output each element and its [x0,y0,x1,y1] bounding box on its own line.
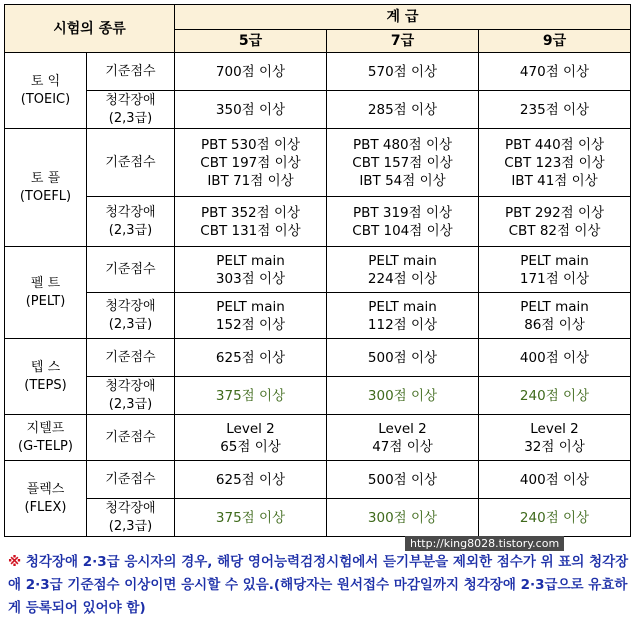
exam-code: (TOEIC) [20,91,71,107]
score-line: 375점 이상 [215,509,286,526]
exam-type-header: 시험의 종류 [5,5,175,53]
watermark-url: http://king8028.tistory.com [405,536,564,551]
score-line: PBT 352점 이상 [200,204,301,221]
score-cell [479,339,631,377]
score-line: PBT 440점 이상 [504,136,605,153]
score-line: 500점 이상 [367,471,438,488]
exam-name: 플렉스 [26,481,65,497]
score-line: 240점 이상 [519,509,590,526]
score-line: 500점 이상 [367,349,438,366]
score-line: 303점 이상 [215,270,286,287]
score-line: CBT 104점 이상 [352,222,453,239]
score-cell [175,461,327,499]
exam-name-cell [5,129,87,247]
score-cell [479,377,631,415]
exam-name-cell [5,339,87,415]
score-line: PBT 480점 이상 [352,136,453,153]
score-table [4,4,631,537]
score-line: 625점 이상 [215,471,286,488]
score-line: PELT main [368,298,437,315]
score-line: PELT main [368,252,437,269]
grade-5-header: 5급 [175,30,327,53]
note-mark: ※ [8,554,22,570]
criteria-label: 기준점수 [87,339,175,377]
score-cell [175,129,327,197]
score-cell [327,461,479,499]
grade-group-header: 계 급 [175,5,631,30]
score-line: PBT 530점 이상 [200,136,301,153]
score-cell [479,461,631,499]
score-cell [175,499,327,537]
score-line: 65점 이상 [220,438,281,455]
score-line: 240점 이상 [519,387,590,404]
score-cell [479,91,631,129]
criteria-label: 청각장애 (2,3급) [87,499,175,537]
score-line: 470점 이상 [519,63,590,80]
score-cell [479,53,631,91]
criteria-label: 기준점수 [87,53,175,91]
score-cell [327,53,479,91]
score-cell [479,247,631,293]
table-row [5,53,631,91]
score-line: CBT 123점 이상 [504,154,605,171]
exam-code: (FLEX) [24,499,67,515]
score-line: 625점 이상 [215,349,286,366]
score-cell [327,339,479,377]
table-row [5,339,631,377]
exam-code: (TEPS) [24,377,67,393]
score-line: PELT main [216,252,285,269]
score-cell [175,53,327,91]
score-line: CBT 131점 이상 [200,222,301,239]
criteria-label: 청각장애 (2,3급) [87,377,175,415]
score-line: 350점 이상 [215,101,286,118]
table-row [5,91,631,129]
score-line: 152점 이상 [215,316,286,333]
score-cell [479,415,631,461]
score-line: 570점 이상 [367,63,438,80]
table-row [5,377,631,415]
score-cell [327,415,479,461]
score-cell [327,91,479,129]
table-row [5,415,631,461]
exam-name-cell [5,247,87,339]
criteria-label: 청각장애 (2,3급) [87,197,175,247]
table-row [5,499,631,537]
exam-code: (G-TELP) [18,438,73,454]
score-line: 375점 이상 [215,387,286,404]
score-line: 86점 이상 [524,316,585,333]
score-cell [327,197,479,247]
score-line: IBT 71점 이상 [207,172,294,189]
score-line: CBT 197점 이상 [200,154,301,171]
criteria-label: 청각장애 (2,3급) [87,91,175,129]
score-line: PELT main [520,298,589,315]
table-row [5,247,631,293]
score-line: 700점 이상 [215,63,286,80]
score-line: IBT 54점 이상 [359,172,446,189]
score-line: Level 2 [378,420,427,437]
exam-name: 토 플 [30,170,61,186]
exam-code: (TOEFL) [19,188,72,204]
score-line: 285점 이상 [367,101,438,118]
score-table-body [5,53,631,537]
score-line: 47점 이상 [372,438,433,455]
score-cell [175,197,327,247]
footnote [8,551,630,620]
score-cell [479,129,631,197]
score-line: PBT 319점 이상 [352,204,453,221]
score-line: PELT main [216,298,285,315]
score-cell [479,499,631,537]
score-line: PBT 292점 이상 [504,204,605,221]
exam-code: (PELT) [25,293,66,309]
score-line: 224점 이상 [367,270,438,287]
score-line: IBT 41점 이상 [511,172,598,189]
score-cell [479,293,631,339]
criteria-label: 기준점수 [87,461,175,499]
score-cell [175,339,327,377]
exam-name: 지텔프 [26,420,65,436]
score-cell [175,415,327,461]
exam-name: 토 익 [30,73,61,89]
score-cell [175,91,327,129]
score-line: CBT 157점 이상 [352,154,453,171]
score-line: Level 2 [226,420,275,437]
exam-name: 텝 스 [30,359,61,375]
score-line: CBT 82점 이상 [508,222,601,239]
score-cell [175,247,327,293]
score-cell [327,499,479,537]
note-text: 청각장애 2·3급 응시자의 경우, 해당 영어능력검정시험에서 듣기부분을 제외한 점수가 위 표의 청각장애 2·3급 기준점수 이상이면 응시할 수 있음.(해당자는 원서접수 마감일까지 청각장애 2·3급으로 유효하게 등록되어 있어야 함) [8,554,629,616]
exam-name-cell [5,415,87,461]
criteria-label: 기준점수 [87,415,175,461]
exam-name-cell [5,53,87,129]
score-cell [175,377,327,415]
exam-name: 펠 트 [30,275,61,291]
score-line: 235점 이상 [519,101,590,118]
table-row [5,461,631,499]
table-row [5,197,631,247]
score-line: 171점 이상 [519,270,590,287]
score-line: 300점 이상 [367,387,438,404]
score-line: 300점 이상 [367,509,438,526]
grade-9-header: 9급 [479,30,631,53]
criteria-label: 청각장애 (2,3급) [87,293,175,339]
score-line: PELT main [520,252,589,269]
exam-name-cell [5,461,87,537]
table-row [5,129,631,197]
score-cell [327,129,479,197]
score-line: Level 2 [530,420,579,437]
criteria-label: 기준점수 [87,247,175,293]
criteria-label: 기준점수 [87,129,175,197]
score-cell [175,293,327,339]
score-cell [327,377,479,415]
score-cell [327,247,479,293]
score-line: 400점 이상 [519,349,590,366]
score-cell [479,197,631,247]
score-line: 112점 이상 [367,316,438,333]
score-cell [327,293,479,339]
score-line: 32점 이상 [524,438,585,455]
grade-7-header: 7급 [327,30,479,53]
table-row [5,293,631,339]
score-line: 400점 이상 [519,471,590,488]
